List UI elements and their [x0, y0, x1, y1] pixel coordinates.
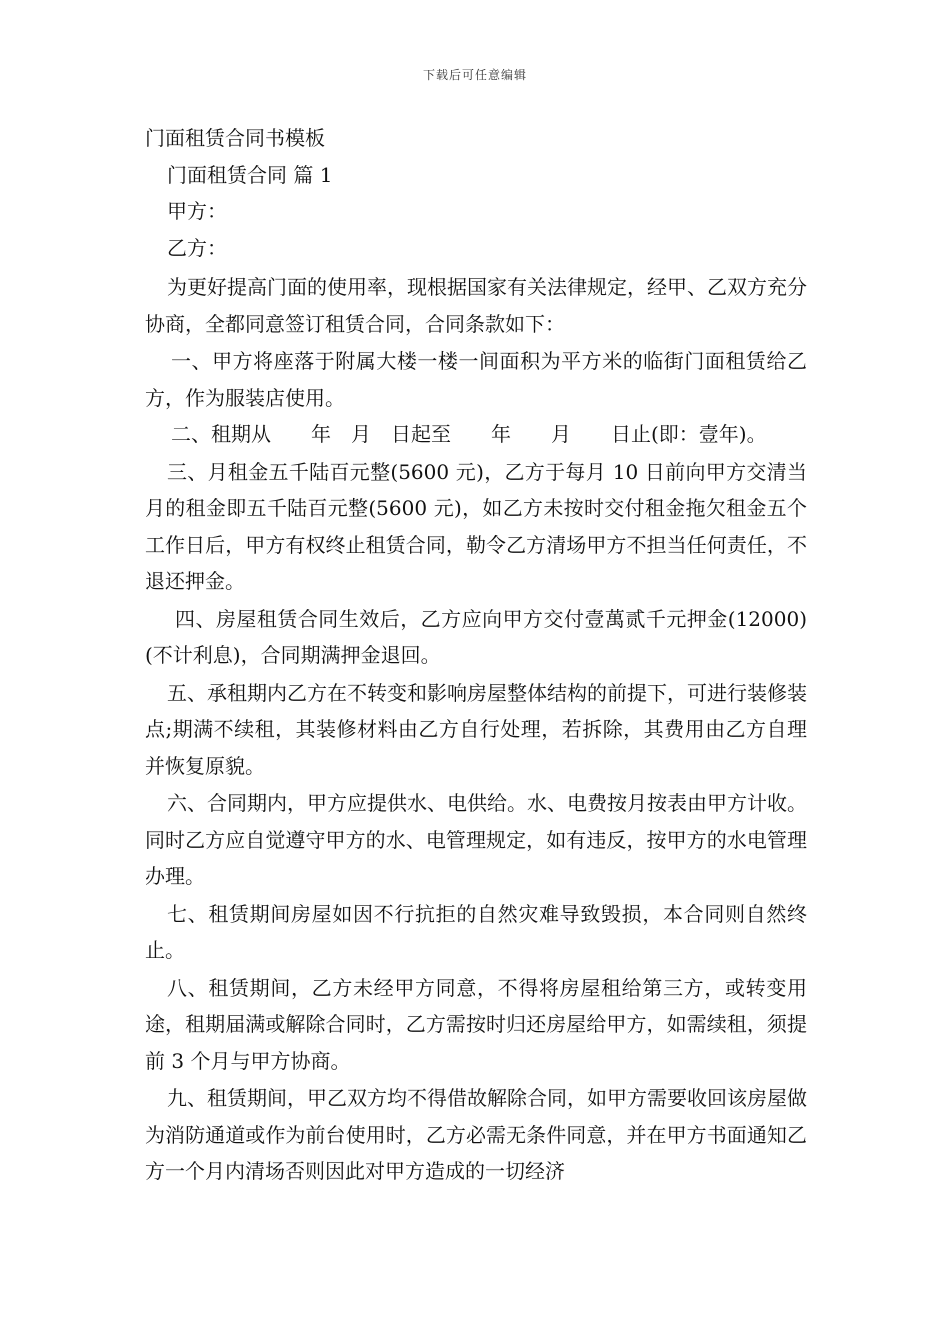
header-note: 下载后可任意编辑 [422, 68, 527, 82]
intro-paragraph: 为更好提高门面的使用率，现根据国家有关法律规定，经甲、乙双方充分协商，全都同意签订租赁合同，合同条款如下： [145, 275, 807, 336]
clause-2: 二、租期从 年 月 日起至 年 月 日止(即：壹年)。 [171, 422, 767, 446]
contract-subtitle: 门面租赁合同 篇 1 [167, 162, 333, 187]
clause-7: 七、租赁期间房屋如因不行抗拒的自然灾难导致毁损，本合同则自然终止。 [145, 901, 807, 962]
clause-8: 八、租赁期间，乙方未经甲方同意，不得将房屋租给第三方，或转变用途，租期届满或解除合同时，乙方需按时归还房屋给甲方，如需续租，须提前 3 个月与甲方协商。 [145, 975, 807, 1073]
clause-4: 四、房屋租赁合同生效后，乙方应向甲方交付壹萬贰千元押金(12000)(不计利息)，合同期满押金退回。 [145, 606, 807, 667]
clause-1: 一、甲方将座落于附属大楼一楼一间面积为平方米的临街门面租赁给乙方，作为服装店使用。 [145, 349, 807, 410]
clause-3: 三、月租金五千陆百元整(5600 元)，乙方于每月 10 日前向甲方交清当月的租金即五千陆百元整(5600 元)，如乙方未按时交付租金拖欠租金五个工作日后，甲方有权终止租赁合同，勒令乙方清场甲方不担当任何责任，不退还押金。 [145, 459, 807, 593]
document-title: 门面租赁合同书模板 [145, 126, 325, 150]
clause-5: 五、承租期内乙方在不转变和影响房屋整体结构的前提下，可进行装修装点;期满不续租，其装修材料由乙方自行处理，若拆除，其费用由乙方自理并恢复原貌。 [145, 680, 807, 778]
clause-6: 六、合同期内，甲方应提供水、电供给。水、电费按月按表由甲方计收。同时乙方应自觉遵守甲方的水、电管理规定，如有违反，按甲方的水电管理办理。 [145, 791, 807, 888]
party-b-label: 乙方： [167, 235, 227, 260]
document-body [145, 120, 807, 1190]
clause-9: 九、租赁期间，甲乙双方均不得借故解除合同，如甲方需要收回该房屋做为消防通道或作为前台使用时，乙方必需无条件同意，并在甲方书面通知乙方一个月内清场否则因此对甲方造成的一切经济 [145, 1086, 807, 1183]
party-a-label: 甲方： [167, 199, 227, 223]
